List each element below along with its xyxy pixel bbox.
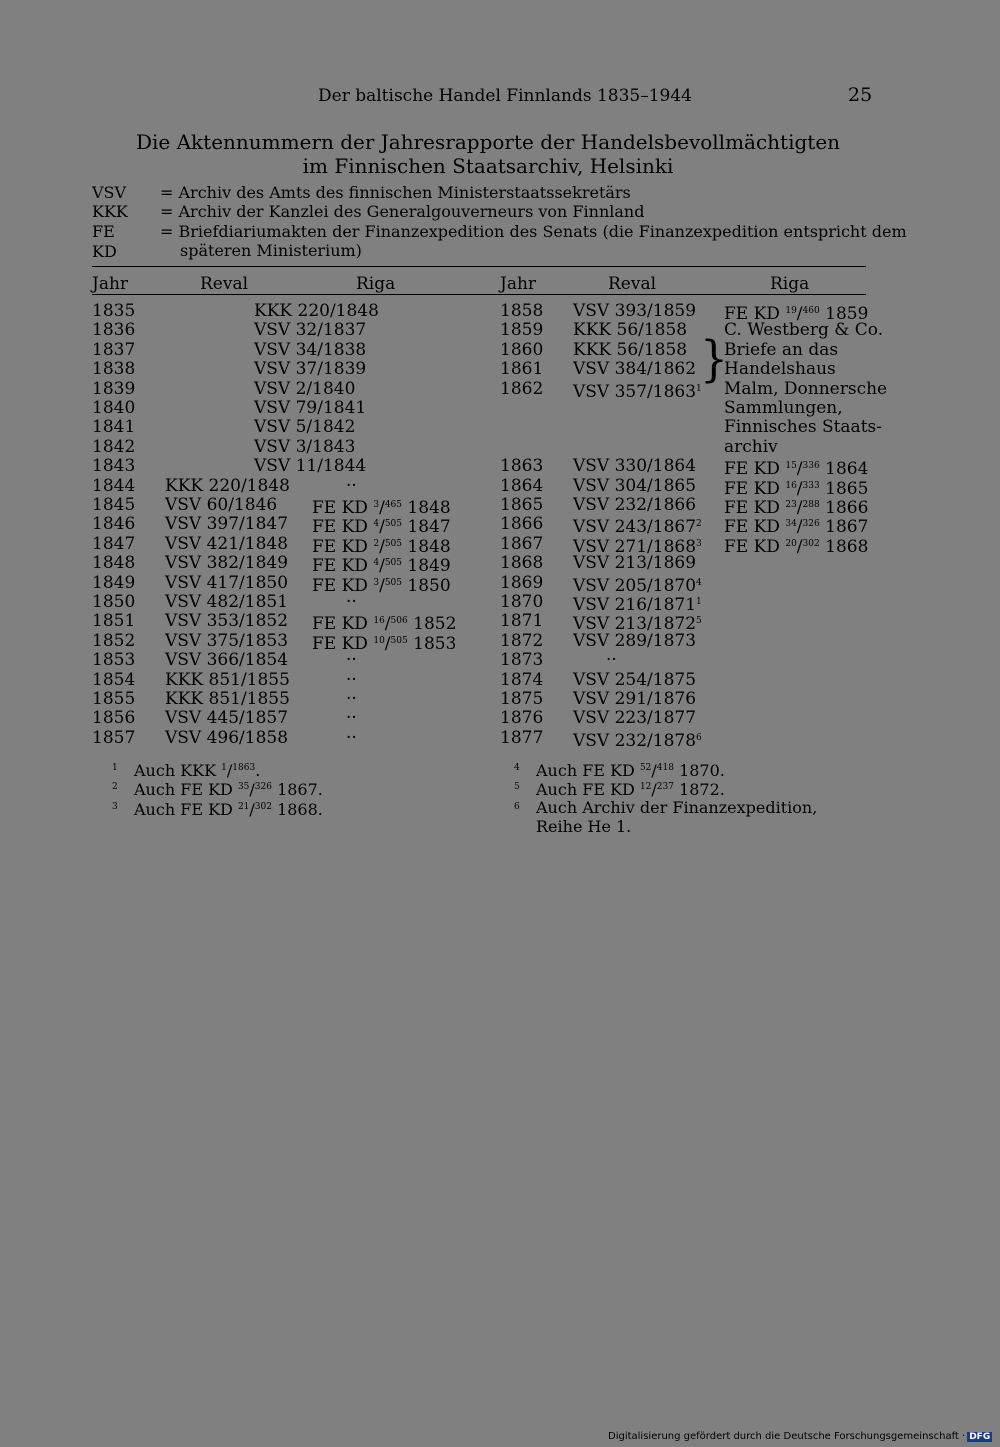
fraction-numerator: 52 [639,763,652,773]
footnote-text: Auch FE KD $^{12}$/$^{237}$ 1872. [536,780,725,800]
cell-riga: FE KD $^3$/$^{465}$ 1848 [312,498,451,518]
cell-year: 1841 [92,417,136,438]
cell-year: 1865 [500,495,544,515]
legend-abbr: VSV [92,183,127,202]
cell-riga: archiv [724,436,778,457]
cell-year: 1861 [500,359,544,380]
cell-reval: KKK 220/1848 [165,475,290,496]
cell-riga: FE KD $^4$/$^{505}$ 1847 [312,517,451,538]
fraction-denominator: 505 [384,538,402,549]
footnote-mark: 3 [112,801,118,812]
fraction-numerator: 35 [237,782,250,793]
fraction-numerator: 16 [785,480,797,491]
cell-year: 1871 [500,611,544,632]
footnote [112,778,323,800]
col-header-jahr: Jahr [92,274,129,294]
cell-riga: Finnisches Staats- [724,417,882,438]
cell-riga: FE KD $^{16}$/$^{506}$ 1852 [312,614,457,635]
fraction-denominator: 418 [656,763,674,773]
cell-year: 1856 [92,708,136,729]
cell-riga: VSV 37/1839 [254,359,367,380]
cell-reval: VSV 496/1858 [165,727,289,748]
cell-year: 1839 [92,378,136,399]
cell-riga: ·· [346,727,357,748]
fraction-denominator: 326 [802,519,820,530]
cell-reval: VSV 60/1846 [165,495,278,515]
cell-reval: VSV 243/1867$^2$ [573,517,702,538]
cell-reval: VSV 482/1851 [165,592,289,612]
cell-year: 1875 [500,689,544,709]
cell-year: 1852 [92,630,136,651]
cell-riga: Handelshaus [724,359,836,380]
cell-riga: ·· [346,669,357,690]
cell-year: 1835 [92,301,136,321]
cell-reval: VSV 393/1859 [573,301,697,321]
fraction-numerator: 12 [639,782,652,793]
cell-year: 1849 [92,572,136,593]
cell-year: 1863 [500,456,544,477]
cell-riga: ·· [346,689,357,709]
fraction-numerator: 20 [785,538,797,549]
fraction-numerator: 3 [373,577,380,588]
footnote-mark: 4 [514,763,520,773]
fraction-denominator: 336 [802,461,820,472]
cell-reval: VSV 366/1854 [165,650,289,671]
table-top-rule [92,266,866,267]
cell-reval: VSV 291/1876 [573,689,697,709]
cell-year: 1864 [500,475,544,496]
cell-year: 1868 [500,553,544,574]
cell-year: 1850 [92,592,136,612]
cell-riga: FE KD $^{19}$/$^{460}$ 1859 [724,304,869,324]
cell-year: 1844 [92,475,136,496]
col-header-riga: Riga [356,274,396,294]
cell-reval: KKK 851/1855 [165,689,290,709]
cell-riga: VSV 34/1838 [254,339,367,360]
footnote-text: Auch FE KD $^{21}$/$^{302}$ 1868. [134,799,323,819]
table-header-rule [92,294,866,295]
cell-reval: KKK 56/1858 [573,339,688,360]
col-header-jahr-2: Jahr [500,274,537,294]
cell-reval: VSV 213/1872$^5$ [573,614,702,635]
cell-riga: FE KD $^3$/$^{505}$ 1850 [312,575,451,596]
cell-riga: FE KD $^{10}$/$^{505}$ 1853 [312,633,457,654]
cell-riga: ·· [346,708,357,729]
cell-year: 1867 [500,533,544,554]
fraction-numerator: 16 [373,616,385,627]
footnote-mark: 6 [514,801,520,812]
cell-reval: VSV 223/1877 [573,708,697,729]
cell-year: 1862 [500,378,544,399]
cell-reval: VSV 254/1875 [573,669,697,690]
fraction-numerator: 4 [373,558,380,569]
footnote [112,798,323,819]
col-header-reval-2: Reval [608,274,657,294]
fraction-denominator: 333 [802,480,820,491]
fraction-numerator: 10 [373,635,385,646]
cell-reval: VSV 384/1862 [573,359,697,380]
footnote [514,797,818,819]
cell-year: 1854 [92,669,136,690]
cell-reval: VSV 304/1865 [573,475,697,496]
legend-desc: späteren Ministerium) [180,241,362,260]
cell-riga: ·· [346,475,357,496]
footnote-mark: 2 [112,782,118,793]
table-title-line2: im Finnischen Staatsarchiv, Helsinki [302,154,674,178]
cell-year: 1873 [500,650,544,671]
fraction-denominator: 505 [390,635,408,646]
fraction-denominator: 505 [384,577,402,588]
fraction-numerator: 15 [785,461,797,472]
footnote-ref: 3 [696,538,702,549]
fraction-numerator: 23 [785,500,797,510]
footnote-text: Auch KKK $^1$/$^{1863}$. [134,761,261,780]
cell-reval: VSV 271/1868$^3$ [573,536,702,557]
footnote-text: Auch FE KD $^{52}$/$^{418}$ 1870. [536,761,725,780]
digitization-credit [608,1431,992,1442]
legend-abbr: KKK [92,202,128,221]
cell-year: 1866 [500,514,544,535]
cell-year: 1872 [500,630,544,651]
cell-reval: VSV 289/1873 [573,630,697,651]
fraction-denominator: 302 [802,538,820,549]
cell-reval: VSV 232/1878$^6$ [573,730,702,751]
legend-desc: = Archiv der Kanzlei des Generalgouverneurs von Finnland [160,202,645,221]
cell-year: 1837 [92,339,136,360]
cell-reval: VSV 421/1848 [165,533,289,554]
fraction-denominator: 505 [384,558,402,569]
cell-reval: KKK 851/1855 [165,669,290,690]
fraction-denominator: 288 [802,500,820,510]
fraction-numerator: 21 [237,801,250,812]
fraction-denominator: 506 [390,616,408,627]
cell-riga: VSV 3/1843 [254,436,356,457]
legend-desc: = Archiv des Amts des finnischen Ministerstaatssekretärs [160,183,631,202]
fraction-numerator: 4 [373,519,380,530]
cell-year: 1869 [500,572,544,593]
fraction-numerator: 2 [373,538,380,549]
cell-year: 1847 [92,533,136,554]
cell-year: 1848 [92,553,136,574]
fraction-numerator: 34 [785,519,797,530]
fraction-numerator: 3 [373,500,380,510]
cell-reval: VSV 232/1866 [573,495,697,515]
footnote-ref: 4 [696,577,702,588]
cell-riga: FE KD $^{23}$/$^{288}$ 1866 [724,498,869,518]
footnote-mark: 1 [112,763,118,773]
cell-year: 1851 [92,611,136,632]
cell-riga: KKK 220/1848 [254,301,379,321]
footnote-ref: 2 [696,519,702,530]
cell-reval: ·· [606,650,617,671]
cell-riga: FE KD $^{15}$/$^{336}$ 1864 [724,459,869,480]
cell-reval: VSV 382/1849 [165,553,289,574]
cell-riga: FE KD $^{34}$/$^{326}$ 1867 [724,517,869,538]
cell-year: 1857 [92,727,136,748]
brace-mark: } [700,331,728,388]
footnote [514,759,725,780]
footnote-ref: 1 [696,383,702,394]
cell-riga: FE KD $^4$/$^{505}$ 1849 [312,556,451,577]
cell-year: 1838 [92,359,136,380]
legend-abbr: FE KD [92,222,117,261]
cell-year: 1870 [500,592,544,612]
cell-riga: VSV 5/1842 [254,417,356,438]
cell-riga: FE KD $^2$/$^{505}$ 1848 [312,536,451,557]
cell-reval: VSV 205/1870$^4$ [573,575,702,596]
cell-year: 1853 [92,650,136,671]
cell-year: 1846 [92,514,136,535]
footnote [112,759,261,780]
fraction-denominator: 237 [656,782,674,793]
col-header-reval: Reval [200,274,249,294]
cell-year: 1859 [500,320,544,341]
fraction-denominator: 326 [254,782,272,793]
cell-reval: KKK 56/1858 [573,320,688,341]
cell-year: 1842 [92,436,136,457]
cell-reval: VSV 375/1853 [165,630,289,651]
cell-riga: Briefe an das [724,339,839,360]
footnote-text: Auch Archiv der Finanzexpedition, [536,797,818,817]
cell-riga: ·· [346,650,357,671]
cell-year: 1877 [500,727,544,748]
cell-reval: VSV 213/1869 [573,553,697,574]
cell-reval: VSV 445/1857 [165,708,289,729]
cell-year: 1855 [92,689,136,709]
cell-year: 1874 [500,669,544,690]
footnote [514,778,725,800]
cell-riga: VSV 11/1844 [254,456,367,477]
running-title: Der baltische Handel Finnlands 1835–1944 [318,86,692,106]
cell-riga: C. Westberg & Co. [724,320,884,341]
fraction-numerator: 19 [785,306,797,316]
cell-riga: VSV 2/1840 [254,378,356,399]
page-number: 25 [848,84,873,106]
footnote-text: Auch FE KD $^{35}$/$^{326}$ 1867. [134,780,323,800]
fraction-denominator: 460 [802,306,820,316]
fraction-denominator: 505 [384,519,402,530]
cell-reval: VSV 216/1871$^1$ [573,595,702,615]
footnote-mark: 5 [514,782,520,793]
credit-text: Digitalisierung gefördert durch die Deutsche Forschungsgemeinschaft · [608,1431,966,1442]
footnote-text: Reihe He 1. [536,817,632,837]
cell-reval: VSV 397/1847 [165,514,289,535]
fraction-denominator: 302 [254,801,272,812]
cell-year: 1836 [92,320,136,341]
cell-year: 1840 [92,398,136,418]
fraction-denominator: 1863 [232,763,256,773]
cell-reval: VSV 417/1850 [165,572,289,593]
cell-year: 1843 [92,456,136,477]
cell-year: 1860 [500,339,544,360]
cell-reval: VSV 353/1852 [165,611,289,632]
cell-year: 1845 [92,495,136,515]
cell-riga: Malm, Donnersche [724,378,888,399]
table-title-line1: Die Aktennummern der Jahresrapporte der Handelsbevollmächtigten [135,130,841,154]
footnote-ref: 5 [696,616,702,627]
cell-year: 1876 [500,708,544,729]
footnote-ref: 1 [696,597,702,607]
cell-riga: Sammlungen, [724,398,843,418]
cell-riga: ·· [346,592,357,612]
cell-riga: FE KD $^{20}$/$^{302}$ 1868 [724,536,869,557]
cell-reval: VSV 330/1864 [573,456,697,477]
fraction-numerator: 1 [221,763,227,773]
cell-riga: FE KD $^{16}$/$^{333}$ 1865 [724,478,869,499]
cell-riga: VSV 79/1841 [254,398,367,418]
legend-desc: = Briefdiariumakten der Finanzexpedition des Senats (die Finanzexpedition entspricht dem [160,222,907,241]
cell-riga: VSV 32/1837 [254,320,367,341]
col-header-riga-2: Riga [770,274,810,294]
cell-year: 1858 [500,301,544,321]
footnote-ref: 6 [696,732,702,743]
dfg-logo: DFG [969,1432,991,1442]
fraction-denominator: 465 [384,500,402,510]
cell-reval: VSV 357/1863$^1$ [573,381,702,402]
